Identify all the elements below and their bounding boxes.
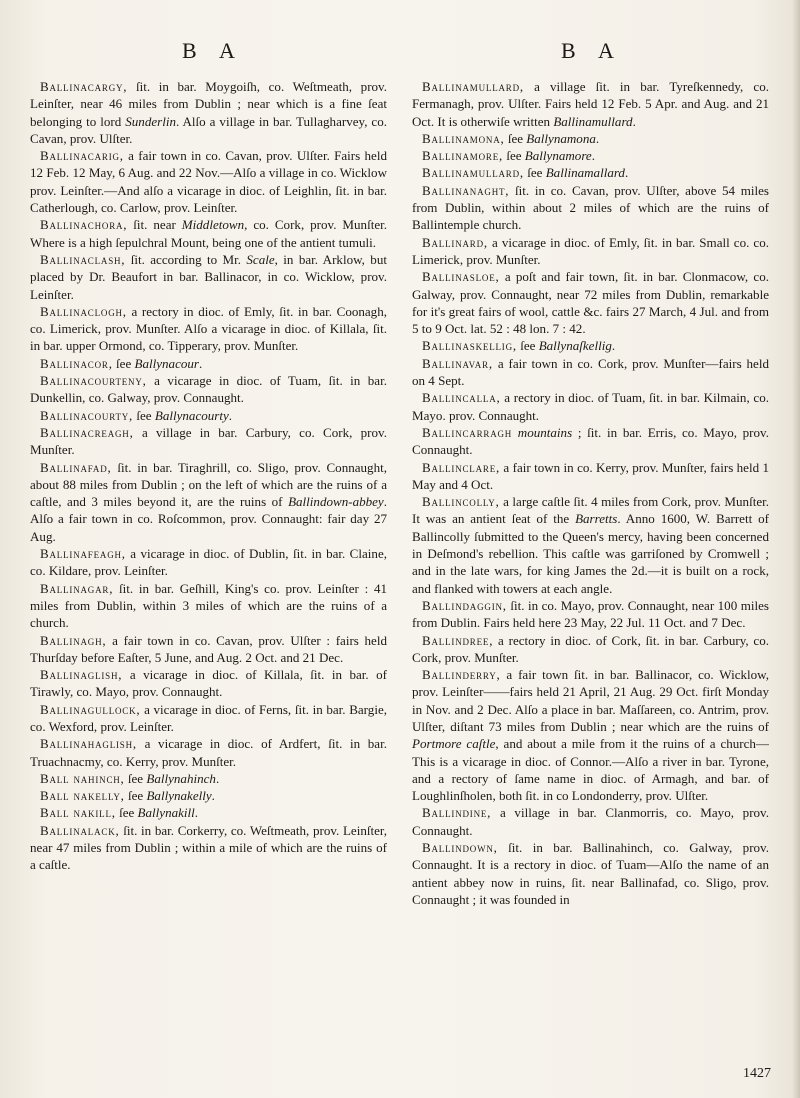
page-number: 1427 (743, 1066, 771, 1081)
entry-italic-reference: Ballinamullard (553, 113, 633, 129)
entry-italic-reference: Ballynahinch (146, 770, 216, 786)
entry-text-tail: . (611, 338, 616, 354)
gazetteer-entry (412, 424, 769, 459)
gazetteer-entry (30, 147, 387, 216)
entry-italic-reference: Ballinamallard (545, 165, 625, 181)
gazetteer-entry (30, 666, 387, 701)
entry-text-tail: , co. Cork, prov. Munſter. Where is a high ſepulchral Mount, being one of the antient tumuli. (30, 217, 387, 250)
entry-text: a vicarage in dioc. of Tuam, ſit. in bar. Dunkellin, co. Galway, prov. Connaught. (30, 373, 387, 406)
entry-headword: Ballinamona, (422, 130, 505, 146)
entry-headword: Ballincolly, (422, 494, 500, 510)
entry-headword: Ballincarragh (422, 424, 513, 440)
entry-headword: Ballinamullard, (422, 165, 524, 181)
entry-headword: Ballinanaght, (422, 182, 510, 198)
entry-headword: Ballinasloe, (422, 269, 500, 285)
entry-headword: Ballindaggin, (422, 597, 507, 613)
gazetteer-entry (30, 632, 387, 667)
entry-text: a fair town in co. Kerry, prov. Munſter, fairs held 1 May and 4 Oct. (412, 459, 769, 492)
entry-text-tail: . (194, 805, 199, 821)
gazetteer-entry (412, 164, 769, 181)
gazetteer-entry (30, 804, 387, 821)
entry-headword: Ballinamore, (422, 148, 504, 164)
entry-text: ſee (115, 805, 138, 821)
entry-text: ſee (124, 788, 147, 804)
entry-text-tail: , in bar. Arklow, but placed by Dr. Beaufort in bar. Ballinacor, in co. Wicklow, prov. Leinſter. (30, 251, 387, 302)
entry-headword: Ballinagullock, (40, 701, 141, 717)
page-edge-shadow (792, 0, 800, 1098)
entry-text: ſit. near (127, 217, 182, 233)
gazetteer-entry (30, 303, 387, 355)
gazetteer-entry (30, 701, 387, 736)
entry-headword: Ballinclare, (422, 459, 501, 475)
entry-headword: Ballinard, (422, 234, 488, 250)
header-left: B A (182, 38, 244, 63)
gazetteer-entry (30, 372, 387, 407)
entry-headword: Ballinaclash, (40, 251, 126, 267)
entry-italic-reference: Sunderlin (125, 113, 176, 129)
entry-text: a vicarage in dioc. of Dublin, ſit. in bar. Claine, co. Kildare, prov. Leinſter. (30, 546, 387, 579)
entry-italic-reference: Ballindown-abbey (288, 494, 384, 510)
running-header (0, 38, 800, 68)
entry-text: ſit. in bar. Ballinahinch, co. Galway, prov. Connaught. It is a rectory in dioc. of Tuam—Alſo the name of an antient abbey now in ruins, ſit. near Ballinafad, co. Sligo, prov. Connaught ; it was founded in (412, 840, 769, 907)
gazetteer-entry (412, 182, 769, 234)
entry-italic-reference: Middletown (181, 217, 245, 233)
entry-text-tail: . (215, 770, 220, 786)
gazetteer-entry (30, 407, 387, 424)
entry-text: ſee (112, 355, 135, 371)
entry-headword: Ballinafad, (40, 459, 112, 475)
entry-text: a vicarage in dioc. of Emly, ſit. in bar. Small co. co. Limerick, prov. Munſter. (412, 234, 769, 267)
entry-headword: Ballindine, (422, 805, 492, 821)
entry-text: a fair town in co. Cavan, prov. Ulſter : fairs held Thurſday before Eaſter, 5 June, and Aug. 2 Oct. and 21 Dec. (30, 632, 387, 665)
entry-italic-reference: Portmore caſtle (412, 736, 496, 752)
entry-text-tail: . Alſo a fair town in co. Roſcommon, prov. Connaught: fair day 27 Aug. (30, 494, 387, 544)
entry-italic-reference: Ballynamona (526, 130, 596, 146)
entry-text-tail: . (624, 165, 629, 181)
entry-italic-reference: Ballynaſkellig (538, 338, 612, 354)
entry-headword: Ballinahaglish, (40, 736, 137, 752)
entry-headword: Ballinacarig, (40, 148, 124, 164)
entry-headword: Ballinderry, (422, 667, 501, 683)
entry-text-tail: . (211, 788, 215, 804)
entry-italic-reference: Ballynacourty (154, 407, 229, 423)
entry-text: a rectory in dioc. of Cork, ſit. in bar. Carbury, co. Cork, prov. Munſter. (412, 632, 769, 665)
entry-headword: Ballindown, (422, 840, 498, 856)
gazetteer-entry (412, 804, 769, 839)
entry-headword: Ballinagh, (40, 632, 107, 648)
entry-text: a vicarage in dioc. of Ardfert, ſit. in bar. Truachnacmy, co. Kerry, prov. Munſter. (30, 736, 387, 769)
entry-headword: Ballincalla, (422, 390, 501, 406)
entry-italic-reference: Ballynamore (524, 148, 592, 164)
entry-text-tail: . (228, 407, 233, 423)
entry-headword: Ballinalack, (40, 822, 120, 838)
entry-text: ſee (124, 770, 147, 786)
entry-text: ſee (503, 148, 525, 164)
entry-text: ſit. in bar. Moygoiſh, co. Weſtmeath, prov. Leinſter, near 46 miles from Dublin ; near which is a fine ſeat belonging to lord (30, 79, 387, 129)
gazetteer-entry (30, 770, 387, 787)
entry-italic-reference: Ballynacour (134, 355, 199, 371)
entry-headword: Ballindree, (422, 632, 494, 648)
gazetteer-entry (412, 355, 769, 390)
entry-italic-reference: mountains (512, 424, 573, 440)
entry-text-tail: . Alſo a village in bar. Tullagharvey, co. Cavan, prov. Ulſter. (30, 113, 387, 146)
gazetteer-entry (412, 839, 769, 908)
entry-text: ſee (504, 130, 527, 146)
entry-headword: Ballinaclogh, (40, 303, 127, 319)
entry-text: ſit. in bar. Tiraghrill, co. Sligo, prov. Connaught, about 88 miles from Dublin ; on the left of which are the ruins of a caſtle, and 3 miles beyond it, are the ruins of (30, 459, 387, 510)
entry-headword: Ball nakelly, (40, 788, 125, 804)
gazetteer-entry (412, 337, 769, 354)
entry-headword: Ballinacor, (40, 355, 113, 371)
gazetteer-entry (30, 735, 387, 770)
entry-text: a fair town in co. Cavan, prov. Ulſter. Fairs held 12 Feb. 12 May, 6 Aug. and 22 Nov.—Alſo a village in co. Wicklow prov. Leinſter.—And alſo a vicarage in dioc. of Leighlin, ſit. in bar. Catherlough, co. Carlow, prov. Leinſter. (30, 148, 387, 216)
entry-headword: Ballinacourteny, (40, 373, 147, 389)
entry-text-tail: ; ſit. in bar. Erris, co. Mayo, prov. Connaught. (412, 424, 769, 458)
gazetteer-entry (30, 78, 387, 147)
entry-italic-reference: Ballynakill (137, 805, 195, 821)
gazetteer-entry (412, 597, 769, 632)
entry-headword: Ballinacreagh, (40, 424, 134, 440)
entry-headword: Ballinamullard, (422, 79, 524, 94)
entry-text: a vicarage in dioc. of Killala, ſit. in bar. of Tirawly, co. Mayo, prov. Connaught. (30, 667, 387, 700)
entry-headword: Ballinavar, (422, 355, 493, 371)
entry-text: a village in bar. Carbury, co. Cork, prov. Munſter. (30, 424, 387, 458)
gazetteer-entry (412, 130, 769, 147)
entry-italic-reference: Scale (246, 251, 275, 267)
entry-text: ſee (133, 407, 155, 423)
entry-headword: Ballinagar, (40, 580, 114, 596)
gazetteer-entry (412, 632, 769, 667)
entry-italic-reference: Ballynakelly (146, 788, 212, 804)
entry-text-tail: . (199, 355, 203, 371)
entry-headword: Ball nahinch, (40, 770, 125, 786)
entry-text: ſit. according to Mr. (125, 251, 247, 267)
gazetteer-entry (412, 78, 769, 130)
entry-text: ſee (523, 165, 546, 181)
entry-text-tail: , and about a mile from it the ruins of a church—This is a vicarage in dioc. of Connor.—Alſo a river in bar. Tyrone, and a rectory of ſame name in dioc. of Armagh, and bar. of Loughlinſholen, both ſit. in co Londonderry, prov. Ulſter. (412, 736, 769, 804)
gazetteer-entry (30, 787, 387, 804)
entry-text: ſit. in bar. Geſhill, King's co. prov. Leinſter : 41 miles from Dublin, within 3 miles of which are the ruins of a church. (30, 580, 387, 631)
entry-text: ſee (516, 338, 539, 354)
gazetteer-entry (30, 355, 387, 372)
entry-headword: Ballinachora, (40, 217, 128, 233)
entry-text: a village in bar. Clanmorris, co. Mayo, prov. Connaught. (412, 805, 769, 838)
gazetteer-entry (30, 216, 387, 251)
gazetteer-entry (412, 389, 769, 424)
entry-text: a large caſtle ſit. 4 miles from Cork, prov. Munſter. It was an antient ſeat of the (412, 494, 769, 527)
entry-headword: Ballinafeagh, (40, 546, 126, 562)
gazetteer-entry (30, 251, 387, 303)
entry-text: ſit. in bar. Corkerry, co. Weſtmeath, prov. Leinſter, near 47 miles from Dublin ; within a mile of which are the ruins of a caſtle. (30, 822, 387, 873)
entry-headword: Ball nakill, (40, 805, 116, 821)
entry-text: ſit. in co. Mayo, prov. Connaught, near 100 miles from Dublin. Fairs held here 23 May, 22 Jul. 11 Oct. and 7 Dec. (412, 597, 769, 631)
entry-text: ſit. in co. Cavan, prov. Ulſter, above 54 miles from Dublin, within about 2 miles of which are the ruins of Ballintemple church. (412, 182, 769, 233)
entry-text: a rectory in dioc. of Tuam, ſit. in bar. Kilmain, co. Mayo. prov. Connaught. (412, 390, 769, 423)
entry-italic-reference: Barretts (575, 511, 618, 527)
entry-headword: Ballinacargy, (40, 79, 128, 94)
entry-text-tail: . (591, 148, 595, 164)
entry-text: a poſt and fair town, ſit. in bar. Clonmacow, co. Galway, prov. Connaught, near 72 miles from Dublin, remarkable for it's great fairs of wool, cattle &c. fairs 27 March, 4 Jul. and from 5 to 9 Oct. lat. 52 : 48 lon. 7 : 42. (412, 269, 769, 337)
entry-text: a rectory in dioc. of Emly, ſit. in bar. Coonagh, co. Limerick, prov. Munſter. Alſo a vicarage in dioc. of Killala, ſit. in bar. upper Ormond, co. Tipperary, prov. Munſter. (30, 303, 387, 354)
entry-headword: Ballinaglish, (40, 667, 123, 683)
entry-text-tail: . (595, 130, 600, 146)
entry-headword: Ballinacourty, (40, 407, 134, 423)
gazetteer-entry (412, 459, 769, 494)
header-right: B A (561, 38, 623, 63)
entry-text: a fair town ſit. in bar. Ballinacor, co. Wicklow, prov. Leinſter——fairs held 21 April, 21 Aug. 29 Oct. firſt Monday in Nov. and 2 Dec. Alſo a place in bar. Maſſareen, co. Antrim, prov. Ulſter, diſtant 73 miles from Dublin ; near which are the ruins of (412, 667, 769, 734)
gazetteer-entry (412, 493, 769, 597)
left-column (30, 78, 387, 874)
gazetteer-entry (412, 147, 769, 164)
entry-text: a vicarage in dioc. of Ferns, ſit. in bar. Bargie, co. Wexford, prov. Leinſter. (30, 701, 387, 734)
gazetteer-entry (30, 580, 387, 632)
right-column (412, 78, 769, 908)
entry-text: a village ſit. in bar. Tyreſkennedy, co. Fermanagh, prov. Ulſter. Fairs held 12 Feb. 5 Apr. and Aug. and 21 Oct. It is otherwiſe written (412, 79, 769, 129)
gazetteer-entry (30, 459, 387, 545)
entry-text-tail: . (632, 113, 636, 129)
gazetteer-entry (412, 666, 769, 804)
gazetteer-entry (30, 822, 387, 874)
entry-text-tail: . Anno 1600, W. Barrett of Ballincolly ſubmitted to the Queen's mercy, having been concerned in Deſmond's rebellion. This caſtle was garriſoned by Cromwell ; and in the late wars, for king James the 2d.—it is built on a rock, and flanked with towers at each angle. (412, 511, 769, 596)
entry-headword: Ballinaskellig, (422, 338, 517, 354)
gazetteer-entry (412, 234, 769, 269)
gazetteer-entry (412, 268, 769, 337)
gazetteer-entry (30, 545, 387, 580)
gazetteer-entry (30, 424, 387, 459)
entry-text: a fair town in co. Cork, prov. Munſter—fairs held on 4 Sept. (412, 355, 769, 389)
